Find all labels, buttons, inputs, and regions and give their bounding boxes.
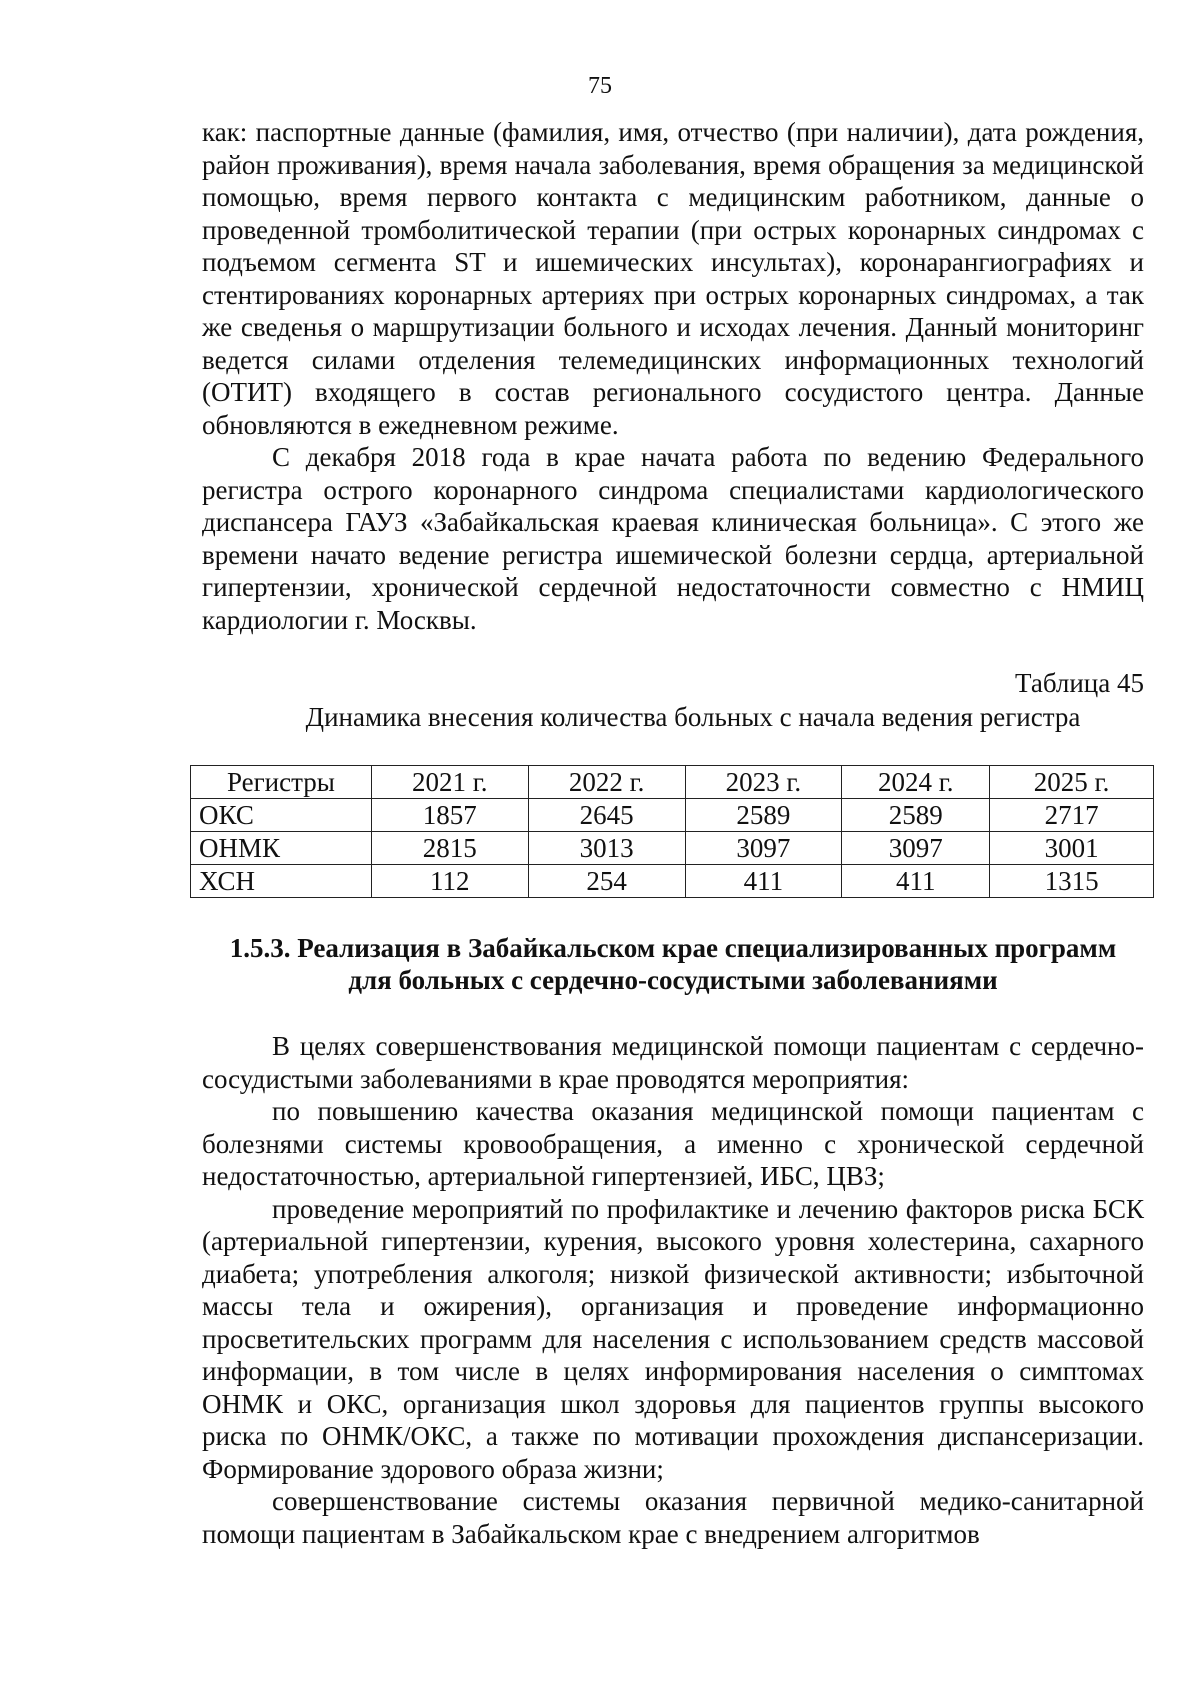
table-cell: 1857 — [371, 799, 528, 832]
table-header-cell: 2024 г. — [842, 766, 990, 799]
table-cell-registry: ОНМК — [191, 832, 372, 865]
paragraph: В целях совершенствования медицинской помощи пациентам с сердечно-сосудистыми заболеваниями в крае проводятся мероприятия: — [202, 1031, 1144, 1094]
table-cell: 3001 — [990, 832, 1154, 865]
table-cell: 2815 — [371, 832, 528, 865]
table-cell: 112 — [371, 865, 528, 898]
table-cell: 2645 — [528, 799, 685, 832]
table-cell-registry: ОКС — [191, 799, 372, 832]
table-cell: 2589 — [685, 799, 842, 832]
table-row — [191, 865, 1154, 898]
table-cell: 3013 — [528, 832, 685, 865]
table-header-cell: 2025 г. — [990, 766, 1154, 799]
text-block-bottom — [202, 1030, 1144, 1550]
table-cell: 3097 — [685, 832, 842, 865]
table-cell: 3097 — [842, 832, 990, 865]
table-cell: 254 — [528, 865, 685, 898]
paragraph: проведение мероприятий по профилактике и лечению факторов риска БСК (артериальной гипертензии, курения, высокого уровня холестерина, сахарного диабета; употребления алкоголя; низкой физической активности; избыточной массы тела и ожирения), организация и проведение информационно просветительских программ для населения с использованием средств массовой информации, в том числе в целях информирования населения о симптомах ОНМК и ОКС, организация школ здоровья для пациентов группы высокого риска по ОНМК/ОКС, а также по мотивации прохождения диспансеризации. Формирование здорового образа жизни; — [202, 1193, 1144, 1484]
table-header-row — [191, 766, 1154, 799]
registry-table — [190, 765, 1154, 898]
page-number: 75 — [588, 73, 612, 99]
table-cell: 1315 — [990, 865, 1154, 898]
table-cell: 411 — [842, 865, 990, 898]
paragraph: С декабря 2018 года в крае начата работа по ведению Федерального регистра острого коронарного синдрома специалистами кардиологического диспансера ГАУЗ «Забайкальская краевая клиническая больница». С этого же времени начато ведение регистра ишемической болезни сердца, артериальной гипертензии, хронической сердечной недостаточности совместно с НМИЦ кардиологии г. Москвы. — [202, 442, 1144, 635]
table-number: Таблица 45 — [1015, 668, 1144, 698]
table-cell: 411 — [685, 865, 842, 898]
table-header-cell: 2021 г. — [371, 766, 528, 799]
table-title: Динамика внесения количества больных с начала ведения регистра — [305, 702, 1081, 732]
paragraph: как: паспортные данные (фамилия, имя, отчество (при наличии), дата рождения, район проживания), время начала заболевания, время обращения за медицинской помощью, время первого контакта с медицинским работником, данные о проведенной тромболитической терапии (при острых коронарных синдромах с подъемом сегмента ST и ишемических инсультах), коронарангиографиях и стентированиях коронарных артериях при острых коронарных синдромах, а так же сведенья о маршрутизации больного и исходах лечения. Данный мониторинг ведется силами отделения телемедицинских информационных технологий (ОТИТ) входящего в состав регионального сосудистого центра. Данные обновляются в ежедневном режиме. — [202, 117, 1144, 440]
section-heading — [202, 932, 1144, 996]
paragraph: совершенствование системы оказания первичной медико-санитарной помощи пациентам в Забайкальском крае с внедрением алгоритмов — [202, 1486, 1144, 1549]
table-cell-registry: ХСН — [191, 865, 372, 898]
table-header-cell: 2023 г. — [685, 766, 842, 799]
paragraph: по повышению качества оказания медицинской помощи пациентам с болезнями системы кровообращения, а именно с хронической сердечной недостаточностью, артериальной гипертензией, ИБС, ЦВЗ; — [202, 1096, 1144, 1191]
table-header-cell: 2022 г. — [528, 766, 685, 799]
text-block-top — [202, 116, 1144, 636]
table-cell: 2717 — [990, 799, 1154, 832]
table-cell: 2589 — [842, 799, 990, 832]
table-row — [191, 799, 1154, 832]
section-heading-line: для больных с сердечно-сосудистыми заболеваниями — [348, 965, 998, 995]
table-header-cell: Регистры — [191, 766, 372, 799]
section-heading-line: 1.5.3. Реализация в Забайкальском крае специализированных программ — [229, 933, 1117, 963]
table-row — [191, 832, 1154, 865]
